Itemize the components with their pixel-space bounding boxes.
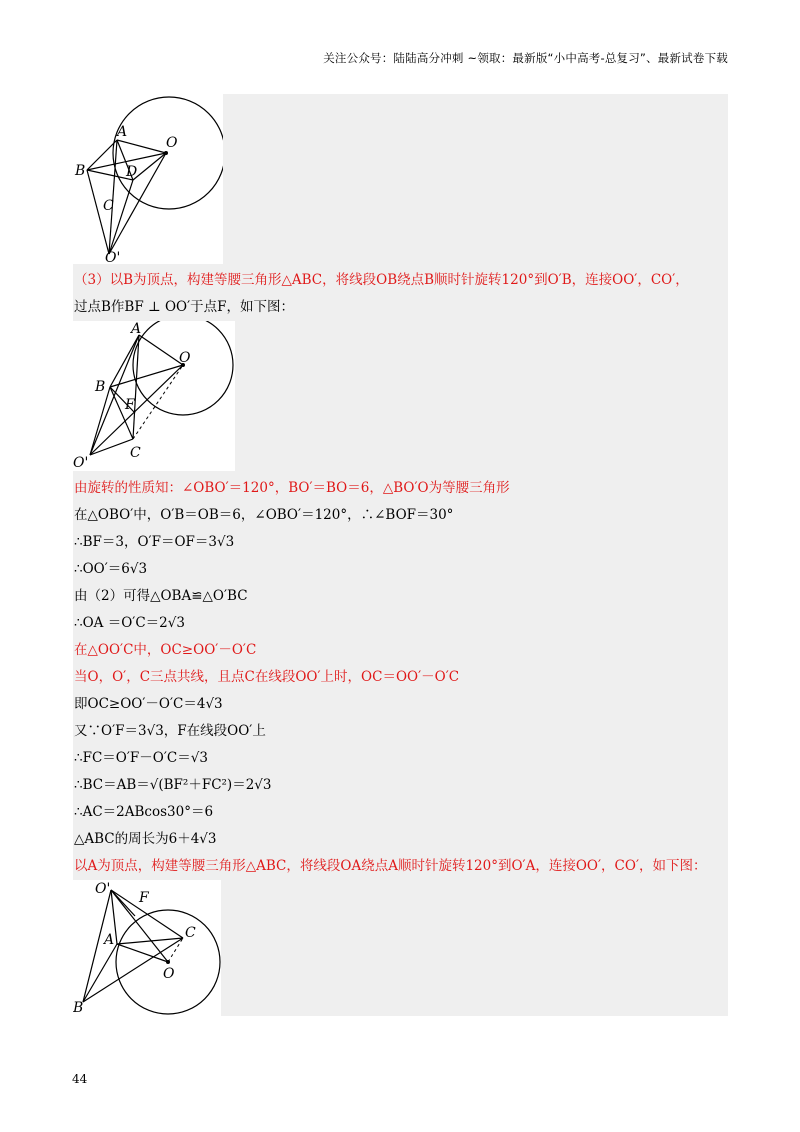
solution-line: △ABC的周长为6＋4√3 (74, 831, 217, 847)
solution-line: ∴AC＝2ABcos30°＝6 (74, 804, 214, 820)
page-number: 44 (72, 1072, 88, 1086)
fig2-label-F: F (125, 397, 135, 413)
solution-line: 又∵O′F＝3√3，F在线段OO′上 (74, 723, 266, 739)
fig3-label-O-prime: O' (95, 881, 111, 897)
fig2-label-B: B (95, 379, 106, 395)
figure-2 (73, 321, 235, 471)
figure-1-block (73, 94, 728, 264)
solution-line: 即OC≥OO′－O′C＝4√3 (74, 696, 223, 712)
solution-line: 以A为顶点，构建等腰三角形△ABC，将线段OA绕点A顺时针旋转120°到O′A，连接OO′，CO′，如下图： (74, 858, 707, 874)
fig1-label-O-prime: O' (105, 250, 121, 264)
solution-line: ∴BC＝AB＝√(BF²＋FC²)＝2√3 (74, 777, 272, 793)
fig1-label-A: A (117, 124, 128, 140)
fig3-label-F: F (139, 890, 149, 906)
figure-2-block (73, 321, 728, 471)
fig1-label-C: C (103, 198, 114, 214)
solution-text (73, 471, 728, 880)
section-3-text (73, 264, 728, 321)
fig3-label-C: C (185, 925, 196, 941)
solution-line: ∴FC＝O′F－O′C＝√3 (74, 750, 208, 766)
solution-line: ∴OO′＝6√3 (74, 561, 148, 577)
solution-line: ∴OA ＝O′C＝2√3 (74, 615, 185, 631)
fig3-label-A: A (104, 932, 115, 948)
solution-line: 当O，O′，C三点共线，且点C在线段OO′上时，OC＝OO′－O′C (74, 669, 460, 685)
solution-line: 在△OO′C中，OC≥OO′－O′C (74, 642, 257, 658)
fig2-label-C: C (130, 445, 141, 461)
section-3-line-1: （3）以B为顶点，构建等腰三角形△ABC，将线段OB绕点B顺时针旋转120°到O′B，连接OO′，CO′， (74, 272, 689, 288)
fig1-label-D: D (126, 164, 138, 180)
solution-line: 由旋转的性质知：∠OBO′＝120°，BO′＝BO＝6，△BO′O为等腰三角形 (74, 480, 510, 496)
fig2-label-O: O (179, 350, 191, 366)
solution-line: 由（2）可得△OBA≌△O′BC (74, 588, 248, 604)
fig1-label-O: O (166, 135, 178, 151)
figure-1 (73, 94, 223, 264)
fig3-label-B: B (73, 1000, 84, 1016)
page-content (73, 94, 728, 1016)
solution-line: 在△OBO′中，O′B＝OB＝6，∠OBO′＝120°，∴∠BOF＝30° (74, 507, 454, 523)
fig3-label-O: O (163, 966, 175, 982)
fig2-label-O-prime: O' (73, 455, 89, 471)
figure-3-block (73, 880, 728, 1016)
page-header: 关注公众号：陆陆高分冲刺 ~领取：最新版“小中高考-总复习”、最新试卷下载 (323, 51, 728, 65)
section-3-line-2: 过点B作BF ⊥ OO′于点F，如下图： (74, 299, 295, 315)
solution-line: ∴BF＝3，O′F＝OF＝3√3 (74, 534, 235, 550)
fig2-label-A: A (131, 321, 142, 337)
figure-3 (73, 880, 221, 1016)
fig1-label-B: B (75, 163, 86, 179)
